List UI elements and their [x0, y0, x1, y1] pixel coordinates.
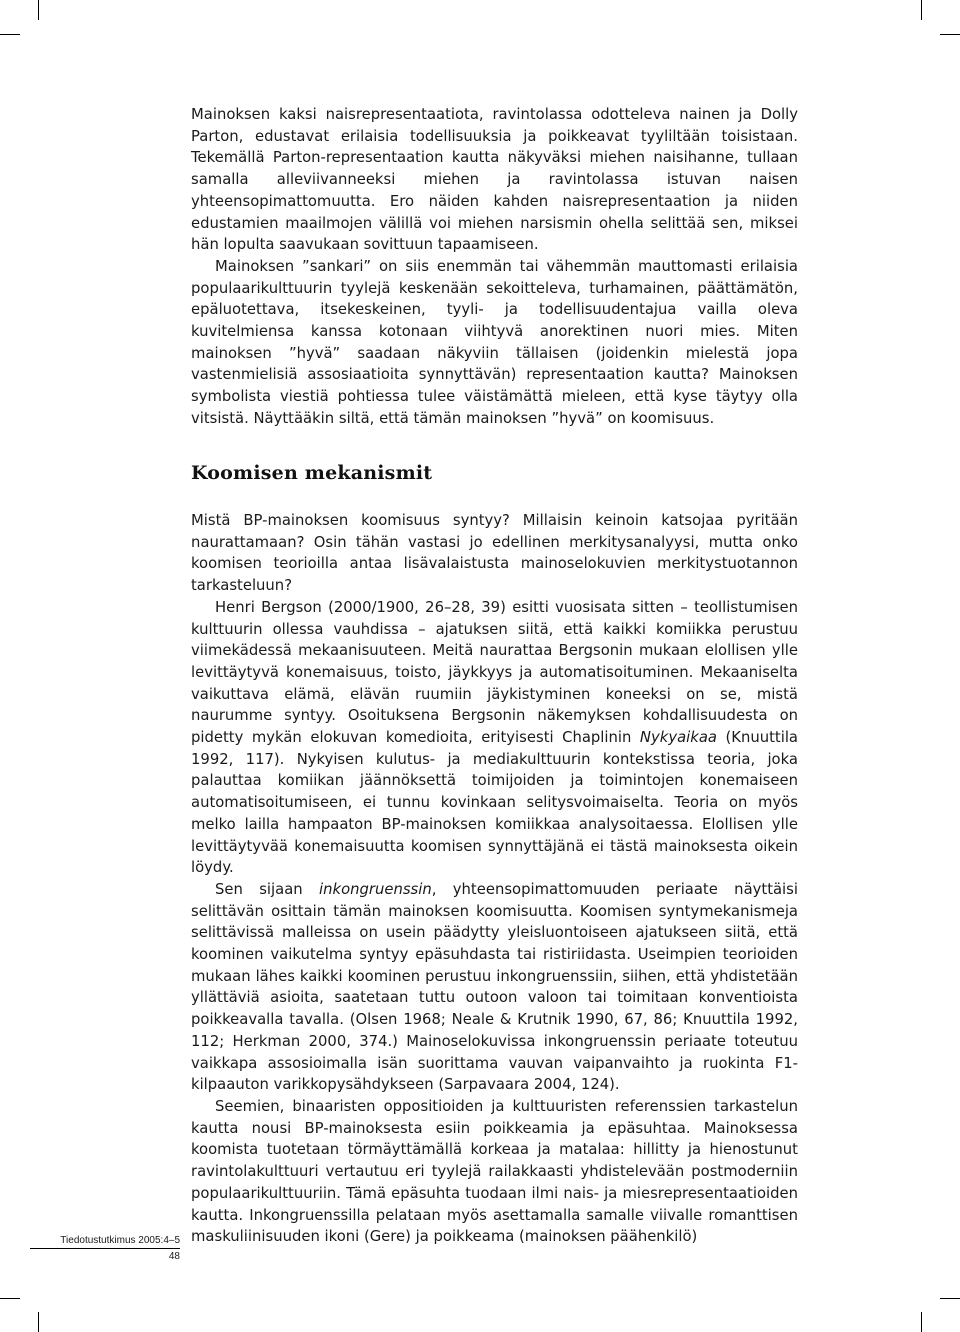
intro-text [191, 104, 798, 430]
crop-mark-bottom-left-vertical [38, 1312, 39, 1332]
text-run: , yhteensopimattomuuden periaate näyttäisi selittävän osittain tämän mainoksen koomisuutta. Koomisen syntymekanismeja selittävissä malleissa on usein päädytty yleisluontoiseen ajatukseen siitä, että koominen vaikutelma syntyy epäsuhdasta tai ristiriidasta. Useimpien teorioiden mukaan lähes kaikki koominen perustuu inkongruenssiin, siihen, että yhdistetään yllättäviä asioita, saatetaan tuttu outoon valoon tai toimitaan konventioista poikkeavalla tavalla. (Olsen 1968; Neale & Krutnik 1990, 67, 86; Knuuttila 1992, 112; Herkman 2000, 374.) Mainoselokuvissa inkongruenssin periaate toteutuu vaikkapa assosioimalla isän suorittama vauvan vaipanvaihto ja ruokinta F1-kilpaauton varikkopysähdykseen (Sarpavaara 2004, 124). [191, 880, 798, 1094]
crop-mark-bottom-right-horizontal [940, 1298, 960, 1299]
text-run: (Knuuttila 1992, 117). Nykyisen kulutus- ja mediakulttuurin kontekstissa teoria, joka palauttaa komiikan jäännöksettä toimijoiden ja toimintojen konemaiseen automatisoitumiseen, ei tunnu kovinkaan selitysvoimaiselta. Teoria on myös melko lailla hampaaton BP-mainoksen komiikkaa analysoitaessa. Elollisen ylle levittäytyvää konemaisuutta koomisen synnyttäjänä ei tästä mainoksesta oikein löydy. [191, 729, 798, 877]
page-footer [30, 1234, 180, 1263]
intro-paragraph [191, 104, 798, 256]
text-run: Mainoksen ”sankari” on siis enemmän tai vähemmän mauttomasti erilaisia populaarikulttuurin tyylejä keskenään sekoitteleva, turhamainen, päättämätön, epäluotettava, itsekeskeinen, tyyli- ja todellisuudentajua vailla oleva kuvitelmiensa kanssa kotonaan viihtyvä anorektinen nuori mies. Miten mainoksen ”hyvä” saadaan näkyviin tällaisen (joidenkin mielestä jopa vastenmielisiä assosiaatioita synnyttävän) representaation kautta? Mainoksen symbolista viestiä pohtiessa tulee väistämättä mieleen, että kyse täytyy olla vitsistä. Näyttääkin siltä, että tämän mainoksen ”hyvä” on koomisuus. [191, 257, 798, 427]
section-paragraph [191, 510, 798, 597]
text-run: Seemien, binaaristen oppositioiden ja kulttuuristen referenssien tarkastelun kautta nousi BP-mainoksesta esiin poikkeamia ja epäsuhtaa. Mainoksessa koomista tuotetaan törmäyttämällä korkeaa ja matalaa: hillitty ja hienostunut ravintolakulttuuri vertautuu eri tyylejä railakkaasti yhdistelevään postmoderniin populaarikulttuuriin. Tämä epäsuhta tuodaan ilmi nais- ja miesrepresentaatioiden kautta. Inkongruenssilla pelataan myös asettamalla samalle viivalle romanttisen maskuliinisuuden ikoni (Gere) ja poikkeama (mainoksen päähenkilö) [191, 1097, 798, 1246]
italic-term: inkongruenssin [319, 880, 432, 898]
italic-term: Nykyaikaa [639, 729, 717, 747]
crop-mark-top-right-horizontal [940, 34, 960, 35]
intro-paragraph [191, 256, 798, 430]
crop-mark-top-left-vertical [38, 0, 39, 20]
section-paragraph [191, 1096, 798, 1248]
crop-mark-top-left-horizontal [0, 34, 20, 35]
section-heading: Koomisen mekanismit [191, 462, 433, 484]
crop-mark-top-right-vertical [921, 0, 922, 20]
section-paragraph [191, 597, 798, 879]
text-run: Mainoksen kaksi naisrepresentaatiota, ravintolassa odotteleva nainen ja Dolly Parton, edustavat erilaisia todellisuuksia ja poikkeavat tyyliltään toisistaan. Tekemällä Parton-representaation kautta näkyväksi miehen naisihanne, tullaan samalla alleviivanneeksi miehen ja ravintolassa istuvan naisen yhteensopimattomuutta. Ero näiden kahden naisrepresentaation ja niiden edustamien maailmojen välillä voi miehen narsismin ohella selittää sen, miksei hän lopulta saavukaan sovittuun tapaamiseen. [191, 106, 798, 254]
page-number: 48 [168, 1251, 180, 1262]
text-run: Mistä BP-mainoksen koomisuus syntyy? Millaisin keinoin katsojaa pyritään naurattamaan? Osin tähän vastasi jo edellinen merkitysanalyysi, mutta onko koomisen teorioilla antaa lisävalaistusta mainoselokuvien merkitystuotannon tarkasteluun? [191, 512, 798, 595]
section-body [191, 510, 798, 1248]
section-paragraph [191, 879, 798, 1096]
crop-mark-bottom-right-vertical [921, 1312, 922, 1332]
journal-name: Tiedotustutkimus 2005:4–5 [30, 1234, 180, 1249]
crop-mark-bottom-left-horizontal [0, 1298, 20, 1299]
text-run: Henri Bergson (2000/1900, 26–28, 39) esitti vuosisata sitten – teollistumisen kulttuurin ollessa vauhdissa – ajatuksen siitä, että kaikki komiikka perustuu viimekädessä mekaanisuuteen. Meitä naurattaa Bergsonin mukaan elollisen ylle levittäytyvä konemaisuus, toisto, jäykkyys ja automatisoituminen. Mekaaniselta vaikuttava elämä, elävän ruumiin jäykistyminen koneeksi on se, mistä naurumme syntyy. Osoituksena Bergsonin näkemyksen kohdallisuudesta on pidetty mykän elokuvan komedioita, erityisesti Chaplinin [191, 598, 798, 747]
text-run: Sen sijaan [215, 880, 320, 898]
